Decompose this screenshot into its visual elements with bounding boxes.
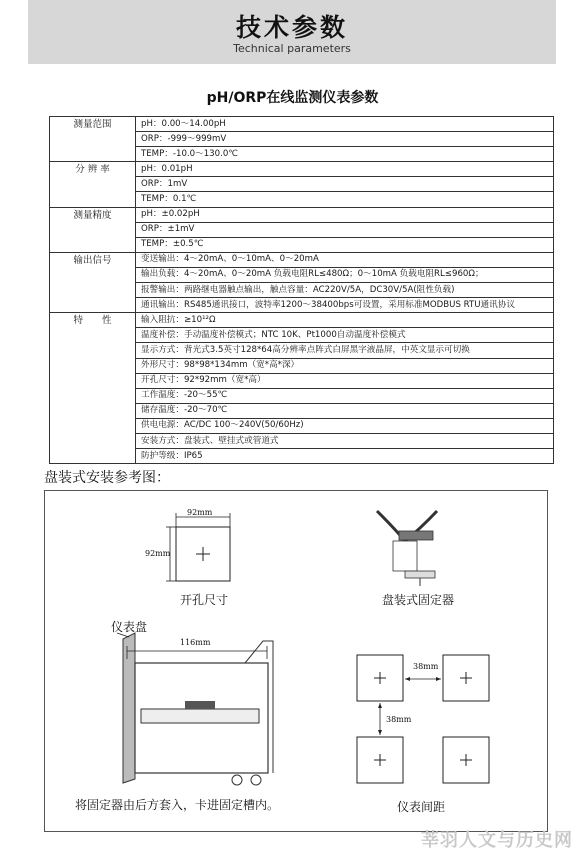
- spec-value: TEMP：0.1℃: [136, 192, 554, 207]
- spec-value: pH：0.01pH: [136, 162, 554, 177]
- install-diagram: [44, 490, 548, 832]
- spacing-diagram: [357, 655, 489, 783]
- spec-value: 储存温度：-20～70℃: [136, 403, 554, 418]
- spec-value: ORP：1mV: [136, 177, 554, 192]
- spec-value: 工作温度：-20～55℃: [136, 388, 554, 403]
- spec-category: 分 辨 率: [50, 162, 136, 207]
- spec-value: 变送输出：4～20mA、0～10mA、0～20mA: [136, 252, 554, 267]
- spec-value: TEMP：-10.0～130.0℃: [136, 147, 554, 162]
- cutout-width-label: 92mm: [187, 508, 213, 517]
- page-header: [28, 0, 556, 64]
- spec-value: 温度补偿：手动温度补偿模式；NTC 10K、Pt1000自动温度补偿模式: [136, 328, 554, 343]
- spec-category: 测量精度: [50, 207, 136, 252]
- spec-value: ORP：±1mV: [136, 222, 554, 237]
- spec-row: [50, 207, 554, 222]
- spacing-horizontal-label: 38mm: [413, 662, 439, 671]
- bracket-caption: 盘装式固定器: [382, 593, 455, 607]
- spec-value: 供电电源：AC/DC 100～240V(50/60Hz): [136, 418, 554, 433]
- bracket-diagram: [377, 511, 437, 586]
- spec-title: pH/ORP在线监测仪表参数: [206, 90, 379, 106]
- depth-label: 116mm: [180, 638, 211, 647]
- page-title: 技术参数: [235, 13, 348, 42]
- spec-row: [50, 117, 554, 132]
- cutout-height-label: 92mm: [145, 549, 171, 558]
- spec-value: 安装方式：盘装式、壁挂式或管道式: [136, 433, 554, 448]
- spec-value: 输入阻抗：≥10¹²Ω: [136, 313, 554, 328]
- spec-value: ORP：-999～999mV: [136, 132, 554, 147]
- cutout-caption: 开孔尺寸: [180, 593, 229, 607]
- spec-value: TEMP：±0.5℃: [136, 237, 554, 252]
- spec-value: 外形尺寸：98*98*134mm（宽*高*深）: [136, 358, 554, 373]
- spec-value: pH：±0.02pH: [136, 207, 554, 222]
- spec-value: 报警输出：两路继电器触点输出，触点容量：AC220V/5A，DC30V/5A(阻性负载): [136, 283, 554, 298]
- spacing-caption: 仪表间距: [397, 800, 446, 814]
- side-view-caption: 将固定器由后方套入，卡进固定槽内。: [75, 798, 280, 812]
- spec-value: 通讯输出：RS485通讯接口，波特率1200～38400bps可设置，采用标准MODBUS RTU通讯协议: [136, 298, 554, 313]
- cutout-diagram: [166, 513, 230, 581]
- spec-row: [50, 162, 554, 177]
- watermark: 莘羽人文与历史网: [421, 830, 573, 851]
- spec-category: 测量范围: [50, 117, 136, 162]
- install-drawing: [45, 491, 547, 831]
- spec-category: 特 性: [50, 313, 136, 464]
- spec-row: [50, 313, 554, 328]
- spacing-vertical-label: 38mm: [386, 715, 412, 724]
- install-section-title: 盘装式安装参考图：: [44, 470, 170, 486]
- spec-category: 输出信号: [50, 252, 136, 312]
- spec-value: pH：0.00～14.00pH: [136, 117, 554, 132]
- side-view-diagram: [117, 633, 273, 785]
- spec-row: [50, 252, 554, 267]
- page-subtitle: Technical parameters: [233, 42, 351, 55]
- spec-value: 防护等级：IP65: [136, 449, 554, 464]
- spec-table: [49, 116, 554, 464]
- panel-label: 仪表盘: [111, 620, 148, 634]
- spec-value: 显示方式：背光式3.5英寸128*64高分辨率点阵式白屏黑字液晶屏，中英文显示可切换: [136, 343, 554, 358]
- spec-value: 开孔尺寸：92*92mm（宽*高）: [136, 373, 554, 388]
- spec-value: 输出负载：4～20mA、0～20mA 负载电阻RL≤480Ω；0～10mA 负载电阻RL≤960Ω；: [136, 267, 554, 282]
